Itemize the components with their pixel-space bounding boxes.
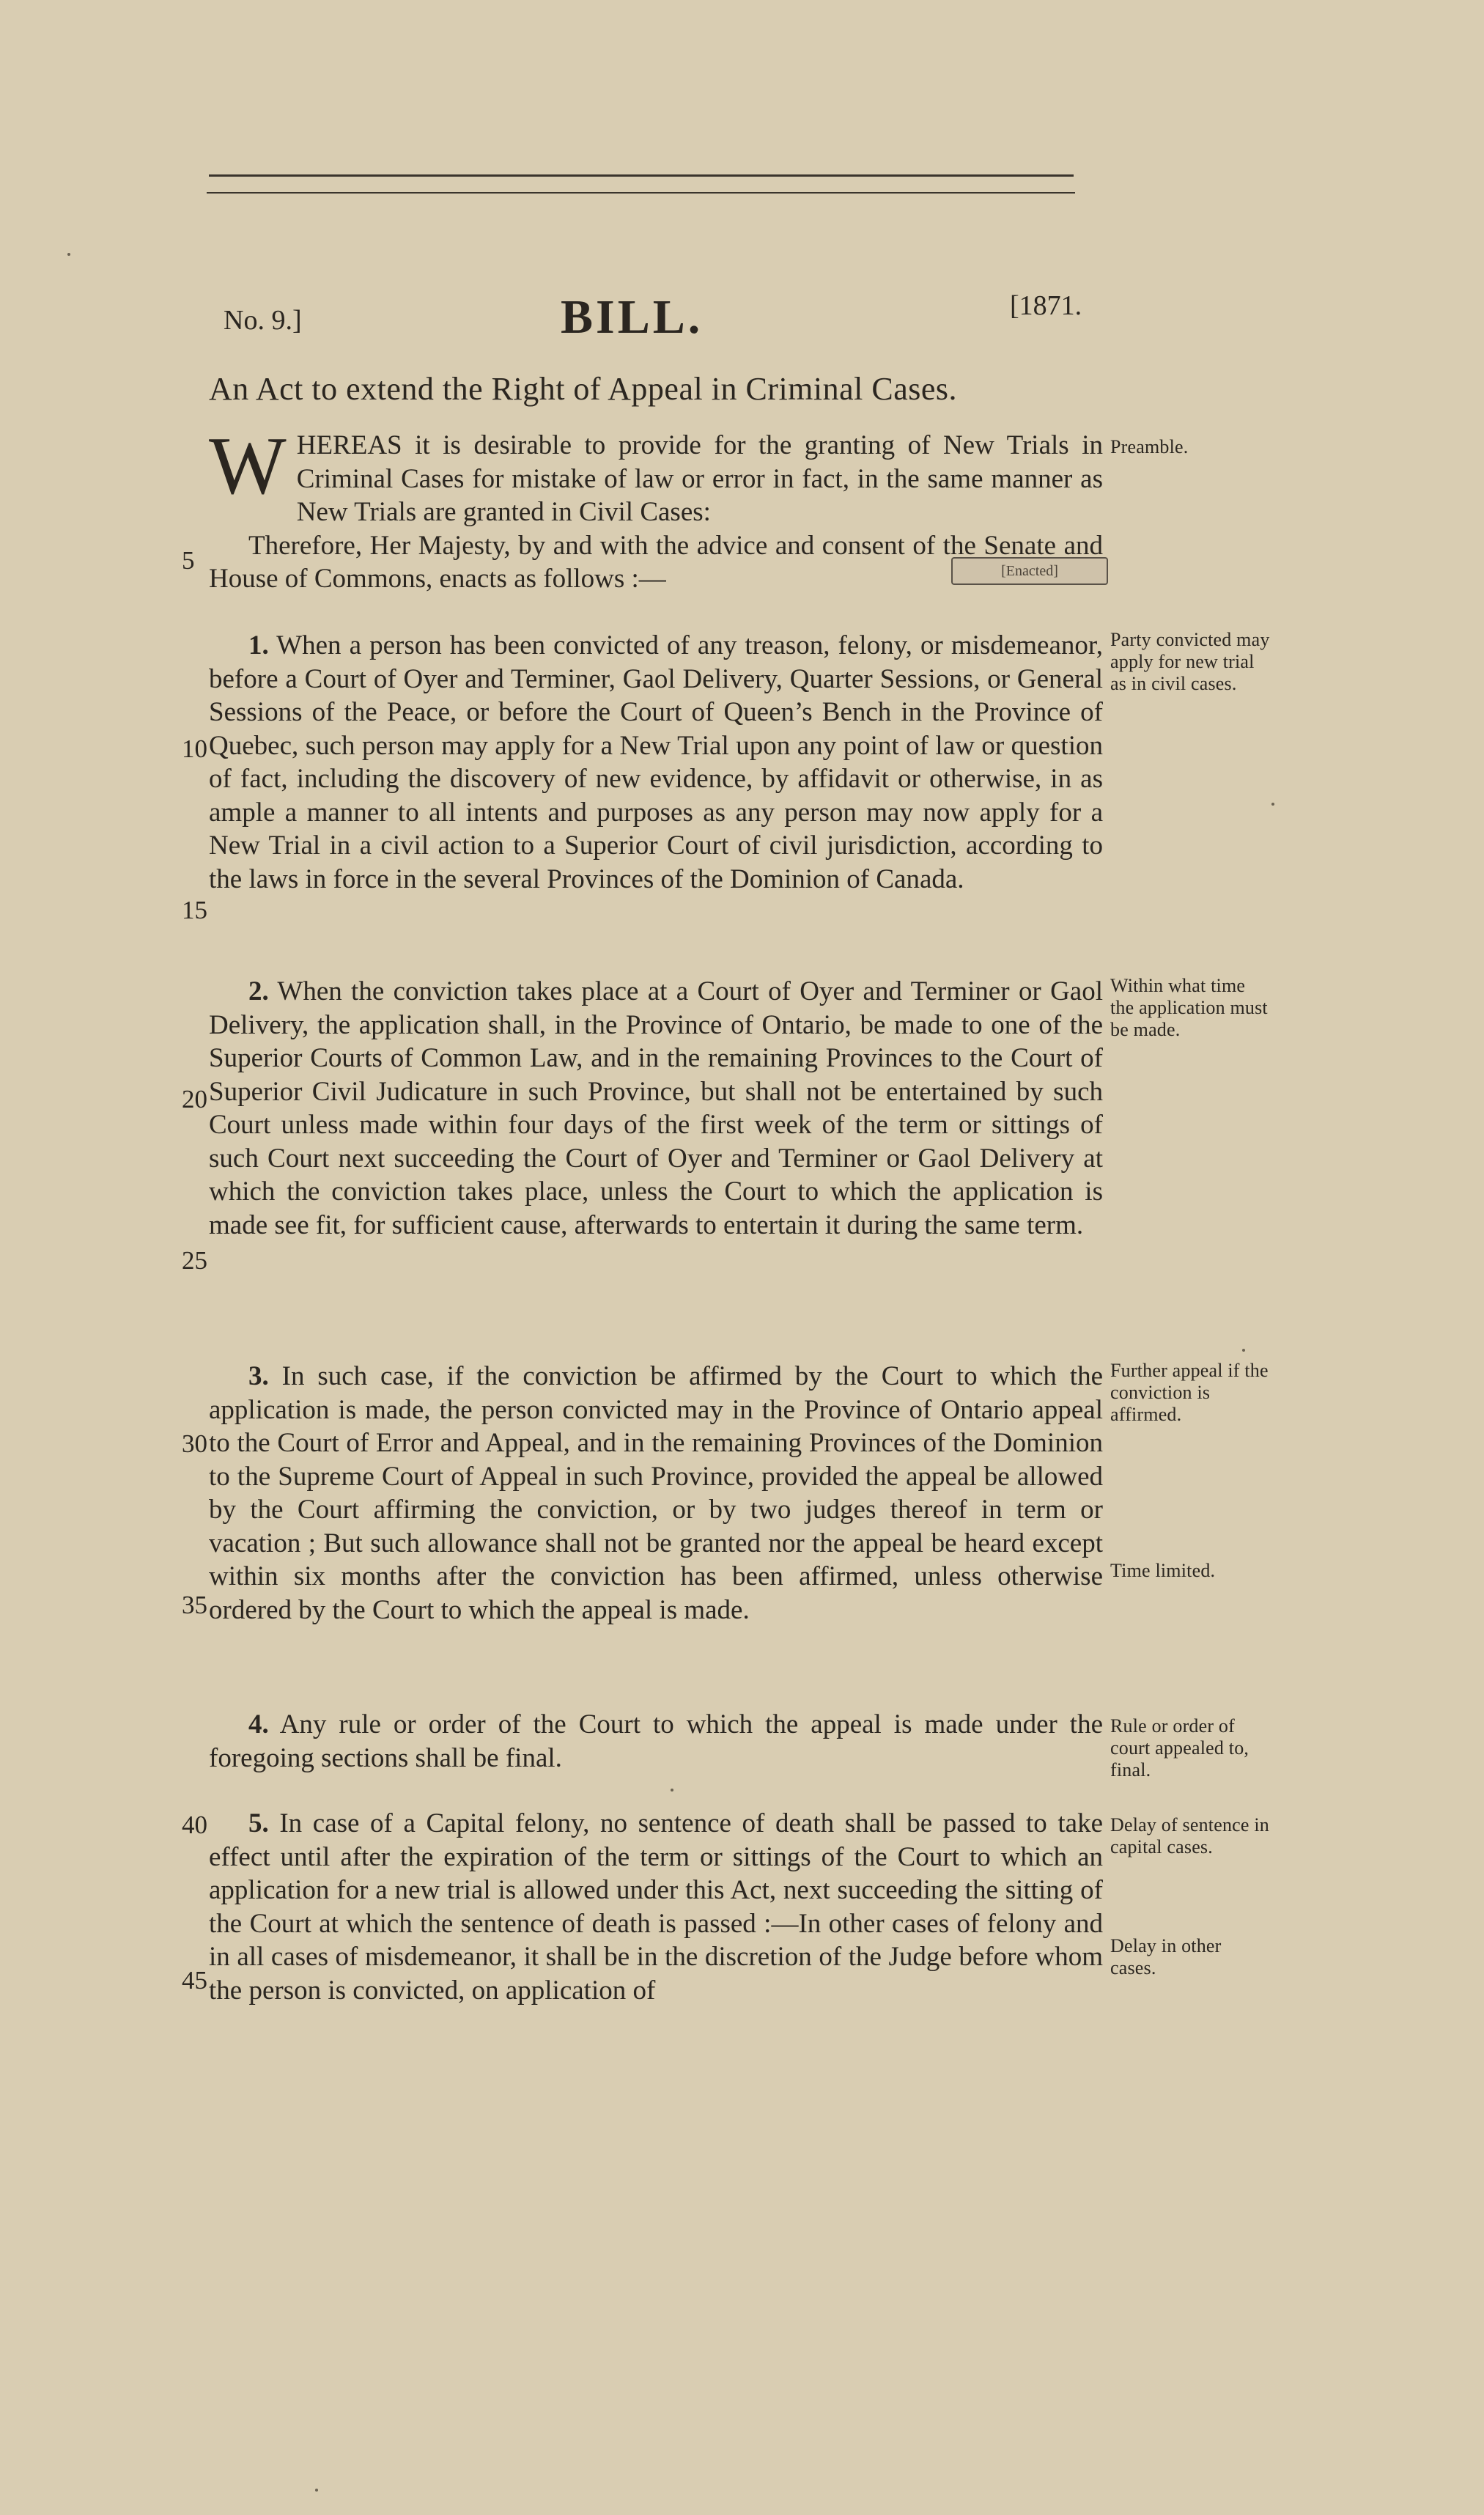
margin-note-time-limited: Time limited.: [1110, 1560, 1216, 1581]
bill-year: [1871.: [1010, 290, 1082, 321]
section-number: 4.: [248, 1709, 269, 1739]
bill-title: BILL.: [561, 290, 704, 344]
margin-note-delay-capital: Delay of sentence in capital cases.: [1110, 1814, 1269, 1857]
paper-speck: [315, 2489, 318, 2492]
section-4: [209, 1708, 1103, 1775]
line-number: 45: [182, 1966, 207, 1995]
section-5: [209, 1807, 1103, 2007]
section-number: 1.: [248, 630, 269, 660]
paper-speck: [1242, 1349, 1245, 1352]
section-text: When a person has been convicted of any treason, felony, or misdemeanor, before a Court of Oyer and Terminer, Gaol Delivery, Quarter Sessions, or General Sessions of the Peace, or before the Court of Queen’s Bench in the Province of Quebec, such person may apply for a New Trial upon any point of law or question of fact, including the discovery of new evidence, by affidavit or otherwise, in as ample a manner to all intents and purposes as any person may now apply for a New Trial in a civil action to a Superior Court of civil jurisdiction, according to the laws in force in the several Provinces of the Dominion of Canada.: [209, 630, 1103, 894]
section-text: In case of a Capital felony, no sentence of death shall be passed to take effect until after the expiration of the term or sittings of the Court to which an application for a new trial is allowed under this Act, next succeeding the sitting of the Court at which the sentence of death is passed :—In other cases of felony and in all cases of misdemeanor, it shall be in the discretion of the Judge before whom the person is convicted, on application of: [209, 1808, 1103, 2006]
line-number: 10: [182, 734, 207, 763]
section-number: 5.: [248, 1808, 269, 1838]
section-number: 2.: [248, 976, 269, 1006]
paper-speck: [1271, 803, 1274, 806]
section-text: When the conviction takes place at a Court of Oyer and Terminer or Gaol Delivery, the application shall, in the Province of Ontario, be made to one of the Superior Courts of Common Law, and in the remaining Provinces to the Court of Superior Civil Judicature in such Province, but shall not be entertained by such Court unless made within four days of the first week of the term or sittings of such Court next succeeding the Court of Oyer and Terminer or Gaol Delivery at which the conviction takes place, unless the Court to which the application is made see fit, for sufficient cause, afterwards to entertain it during the same term.: [209, 976, 1103, 1240]
section-text: In such case, if the conviction be affirmed by the Court to which the application is made, the person convicted may in the Province of Ontario appeal to the Court of Error and Appeal, and in the remaining Provinces of the Dominion to the Supreme Court of Appeal in such Province, provided the appeal be allowed by the Court affirming the conviction, or by two judges thereof in term or vacation ; But such allowance shall not be granted nor the appeal be heard except within six months after the conviction has been affirmed, unless otherwise ordered by the Court to which the appeal is made.: [209, 1361, 1103, 1625]
section-3: [209, 1360, 1103, 1627]
margin-note-party-convicted: Party convicted may apply for new trial as in civil cases.: [1110, 629, 1270, 694]
stamp-mark: [Enacted]: [951, 557, 1108, 585]
margin-note-preamble: Preamble.: [1110, 436, 1189, 457]
line-number: 5: [182, 546, 195, 575]
line-number: 30: [182, 1429, 207, 1458]
section-2: [209, 975, 1103, 1242]
line-number: 35: [182, 1591, 207, 1619]
dropcap: W: [209, 421, 287, 512]
margin-note-delay-other: Delay in other cases.: [1110, 1935, 1222, 1978]
line-number: 15: [182, 896, 207, 924]
margin-note-within-what-time: Within what time the application must be made.: [1110, 975, 1268, 1040]
section-1: [209, 629, 1103, 896]
paper-speck: [671, 1789, 673, 1792]
preamble-enacting: Therefore, Her Majesty, by and with the advice and consent of the Senate and House of Commons, enacts as follows :—: [209, 530, 1103, 594]
section-number: 3.: [248, 1361, 269, 1391]
act-title: An Act to extend the Right of Appeal in Criminal Cases.: [209, 371, 958, 407]
line-number: 40: [182, 1811, 207, 1839]
preamble-text: HEREAS it is desirable to provide for the granting of New Trials in Criminal Cases for mistake of law or error in fact, in the same manner as New Trials are granted in Civil Cases:: [296, 430, 1103, 527]
top-rule-2: [207, 192, 1075, 194]
margin-note-further-appeal: Further appeal if the conviction is affirmed.: [1110, 1360, 1269, 1425]
section-text: Any rule or order of the Court to which the appeal is made under the foregoing sections shall be final.: [209, 1709, 1103, 1773]
paper-speck: [67, 253, 70, 256]
line-number: 25: [182, 1246, 207, 1275]
margin-note-rule-or-order: Rule or order of court appealed to, final.: [1110, 1715, 1249, 1781]
line-number: 20: [182, 1085, 207, 1113]
top-rule: [209, 174, 1074, 177]
bill-number: No. 9.]: [224, 305, 302, 336]
